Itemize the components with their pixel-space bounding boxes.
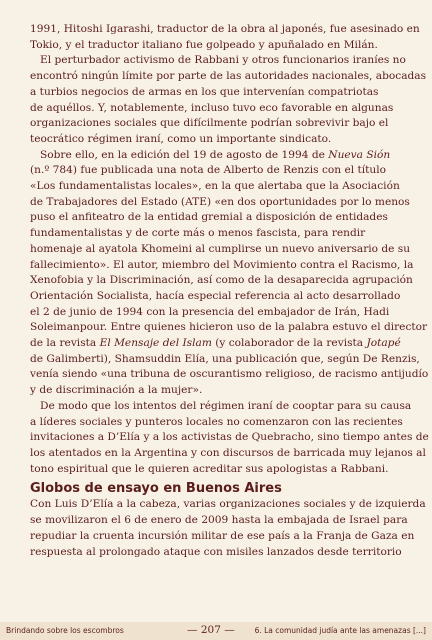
text-line: «Los fundamentalistas locales», en la que alertaba que la Asociación xyxy=(30,180,400,193)
text-line xyxy=(30,336,408,352)
text-line: fundamentalistas y de corte más o menos fascista, para rendir xyxy=(30,227,366,240)
text-line: los atentados en la Argentina y con discursos de barricada muy lejanos al xyxy=(30,446,426,459)
text-line: de Trabajadores del Estado (ATE) «en dos oportunidades por lo menos xyxy=(30,195,410,208)
text-segment: Sobre ello, en la edición del 19 de agosto de 1994 de xyxy=(40,148,325,161)
page-number: — 207 — xyxy=(187,624,235,636)
text-line: y de discriminación a la mujer». xyxy=(30,384,203,397)
text-line: Xenofobia y la Discriminación, así como de la desaparecida agrupación xyxy=(30,274,413,287)
footer-chapter-title: 6. La comunidad judía ante las amenazas [...] xyxy=(254,626,426,635)
text-line: homenaje al ayatola Khomeini al cumplirse un nuevo aniversario de su xyxy=(30,242,411,255)
text-line: puso el anfiteatro de la entidad gremial a disposición de entidades xyxy=(30,211,388,224)
italic-title: El Mensaje del Islam xyxy=(99,337,212,350)
text-line: Soleimanpour. Entre quienes hicieron uso de la palabra estuvo el director xyxy=(30,321,428,334)
text-line: (n.º 784) fue publicada una nota de Alberto de Renzis con el título xyxy=(30,164,386,177)
body-text xyxy=(30,22,429,560)
text-line: encontró ningún límite por parte de las autoridades nacionales, abocadas xyxy=(30,70,427,83)
text-line: a líderes sociales y punteros locales no comenzaron con las recientes xyxy=(30,415,403,428)
text-line: Tokio, y el traductor italiano fue golpeado y apuñalado en Milán. xyxy=(30,38,378,51)
text-line: teocrático régimen iraní, como un importante sindicato. xyxy=(30,132,332,145)
text-line: el 2 de junio de 1994 con la presencia del embajador de Irán, Hadi xyxy=(30,305,390,318)
section-heading: Globos de ensayo en Buenos Aires xyxy=(30,481,282,497)
text-line: de aquéllos. Y, notablemente, incluso tuvo eco favorable en algunas xyxy=(30,101,394,114)
text-line xyxy=(30,148,408,164)
text-line: 1991, Hitoshi Igarashi, traductor de la obra al japonés, fue asesinado en xyxy=(30,23,420,35)
text-segment: de la revista xyxy=(30,337,97,350)
page-footer xyxy=(0,622,432,640)
footer-book-title: Brindando sobre los escombros xyxy=(6,626,124,635)
text-segment: (y colaborador de la revista xyxy=(215,337,364,350)
text-line: venía siendo «una tribuna de oscurantismo religioso, de racismo antijudío xyxy=(30,368,429,381)
text-line: se movilizaron el 6 de enero de 2009 hasta la embajada de Israel para xyxy=(30,514,408,527)
text-line: organizaciones sociales que difícilmente podrían sobrevivir bajo el xyxy=(30,117,389,130)
text-line: de Galimberti), Shamsuddin Elía, una publicación que, según De Renzis, xyxy=(30,352,420,365)
text-line: tono espiritual que le quieren acreditar sus apologistas a Rabbani. xyxy=(30,462,389,475)
text-line: repudiar la cruenta incursión militar de ese país a la Franja de Gaza en xyxy=(30,529,415,542)
text-line: Orientación Socialista, hacía especial referencia al acto desarrollado xyxy=(30,289,401,302)
text-line: El perturbador activismo de Rabbani y otros funcionarios iraníes no xyxy=(40,54,406,67)
text-line: De modo que los intentos del régimen iraní de cooptar para su causa xyxy=(40,399,412,412)
text-line: a turbios negocios de armas en los que intervenían compatriotas xyxy=(30,85,379,98)
text-line: invitaciones a D’Elía y a los activistas de Quebracho, sino tiempo antes de xyxy=(30,431,429,444)
italic-title: Nueva Sión xyxy=(328,148,391,161)
italic-title: Jotapé xyxy=(366,337,401,350)
text-line: Con Luis D’Elía a la cabeza, varias organizaciones sociales y de izquierda xyxy=(30,498,426,511)
text-line: fallecimiento». El autor, miembro del Movimiento contra el Racismo, la xyxy=(30,258,414,271)
text-line: respuesta al prolongado ataque con misiles lanzados desde territorio xyxy=(30,545,402,558)
